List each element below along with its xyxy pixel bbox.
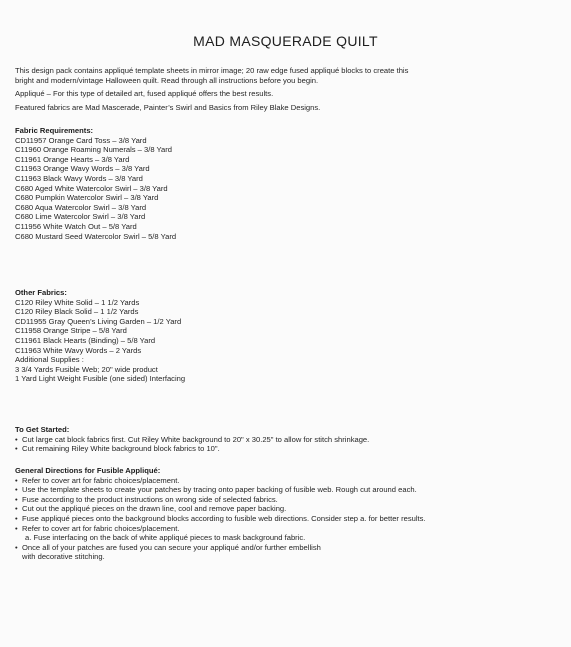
get-started-section bbox=[15, 425, 560, 454]
other-fabrics-heading: Other Fabrics: bbox=[15, 288, 67, 297]
list-item: CD11957 Orange Card Toss – 3/8 Yard bbox=[15, 135, 147, 145]
list-item: • Use the template sheets to create your patches by tracing onto paper backing of fusible web. Rough cut around each. bbox=[15, 485, 560, 495]
list-item: C11963 White Wavy Words – 2 Yards bbox=[15, 345, 142, 355]
list-item: • Cut remaining Riley White background block fabrics to 10". bbox=[15, 444, 560, 454]
list-item: C680 Lime Watercolor Swirl – 3/8 Yard bbox=[15, 212, 146, 222]
list-item: C680 Mustard Seed Watercolor Swirl – 5/8 Yard bbox=[15, 231, 177, 241]
page-title: MAD MASQUERADE QUILT bbox=[193, 33, 378, 49]
featured-fabrics-note: Featured fabrics are Mad Mascerade, Painter’s Swirl and Basics from Riley Blake Designs. bbox=[15, 102, 321, 112]
list-item: CD11955 Gray Queen’s Living Garden – 1/2 Yard bbox=[15, 316, 182, 326]
list-item: C11961 Orange Hearts – 3/8 Yard bbox=[15, 154, 130, 164]
list-item: C680 Pumpkin Watercolor Swirl – 3/8 Yard bbox=[15, 193, 159, 203]
list-item: C680 Aged White Watercolor Swirl – 3/8 Yard bbox=[15, 183, 168, 193]
list-item: C11963 Black Wavy Words – 3/8 Yard bbox=[15, 173, 143, 183]
list-item: C11960 Orange Roaming Numerals – 3/8 Yard bbox=[15, 145, 173, 155]
fabric-requirements-heading: Fabric Requirements: bbox=[15, 126, 94, 135]
list-item: • Refer to cover art for fabric choices/placement. bbox=[15, 476, 560, 486]
intro-line-2: bright and modern/vintage Halloween quilt. Read through all instructions before you begin. bbox=[15, 75, 319, 85]
list-item: • Fuse according to the product instructions on wrong side of selected fabrics. bbox=[15, 495, 560, 505]
list-item: • Cut out the appliqué pieces on the drawn line, cool and remove paper backing. bbox=[15, 504, 560, 514]
intro-line-1: This design pack contains appliqué template sheets in mirror image; 20 raw edge fused appliqué blocks to create this bbox=[15, 66, 409, 75]
sub-step-a: a. Fuse interfacing on the back of white appliqué pieces to mask background fabric. bbox=[25, 533, 306, 543]
list-item-continuation: with decorative stitching. bbox=[22, 552, 105, 562]
list-item: 1 Yard Light Weight Fusible (one sided) Interfacing bbox=[15, 374, 186, 384]
general-directions-heading: General Directions for Fusible Appliqué: bbox=[15, 466, 161, 475]
additional-supplies-heading: Additional Supplies : bbox=[15, 355, 84, 365]
other-fabrics-section bbox=[15, 288, 560, 384]
list-item: • Once all of your patches are fused you can secure your appliqué and/or further embellish bbox=[15, 543, 560, 553]
list-item: C11963 Orange Wavy Words – 3/8 Yard bbox=[15, 164, 150, 174]
list-item: C11956 White Watch Out – 5/8 Yard bbox=[15, 221, 137, 231]
fabric-requirements-section bbox=[15, 126, 560, 241]
get-started-heading: To Get Started: bbox=[15, 425, 70, 434]
general-directions-section bbox=[15, 466, 560, 562]
list-item: • Refer to cover art for fabric choices/placement. bbox=[15, 524, 560, 534]
list-item: 3 3/4 Yards Fusible Web; 20" wide product bbox=[15, 364, 158, 374]
list-item: C120 Riley White Solid – 1 1/2 Yards bbox=[15, 297, 140, 307]
intro-section bbox=[15, 66, 560, 112]
list-item: C11961 Black Hearts (Binding) – 5/8 Yard bbox=[15, 335, 156, 345]
list-item: • Cut large cat block fabrics first. Cut Riley White background to 20" x 30.25" to allow for stitch shrinkage. bbox=[15, 435, 560, 445]
list-item: • Fuse appliqué pieces onto the background blocks according to fusible web directions. Consider step a. for better results. bbox=[15, 514, 560, 524]
applique-note: Appliqué – For this type of detailed art, fused appliqué offers the best results. bbox=[15, 89, 274, 99]
list-item: C680 Aqua Watercolor Swirl – 3/8 Yard bbox=[15, 202, 147, 212]
list-item: C11958 Orange Stripe – 5/8 Yard bbox=[15, 326, 127, 336]
list-item: C120 Riley Black Solid – 1 1/2 Yards bbox=[15, 307, 139, 317]
